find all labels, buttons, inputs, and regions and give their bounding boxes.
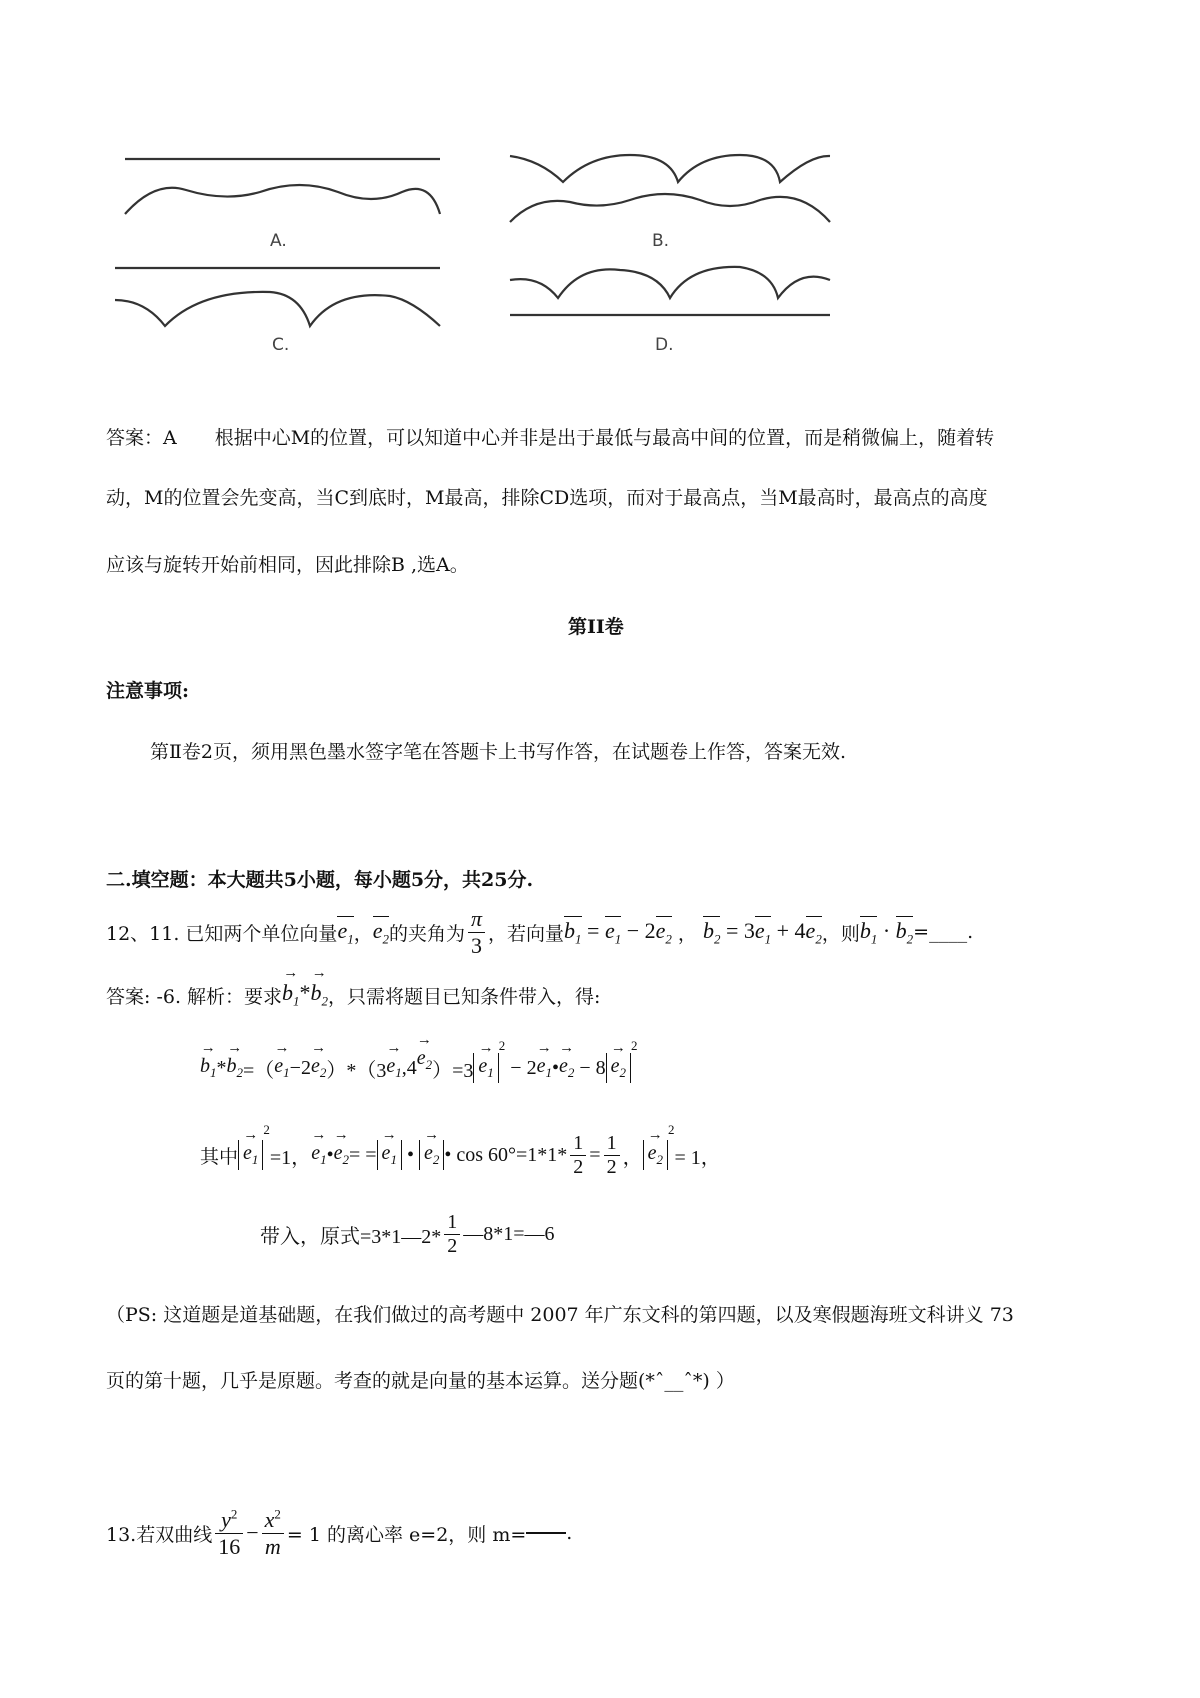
b1-dot-b2: $b_1 \cdot b_2$ (859, 918, 914, 947)
ps-note-line-2: 页的第十题，几乎是原题。考查的就是向量的基本运算。送分题(*ˆ__ˆ*) ） (106, 1370, 735, 1392)
q13-tail: . (566, 1522, 573, 1544)
substitution-prefix: 带入，原式=3*1—2* (260, 1225, 442, 1248)
q12-mid: 的夹角为 (388, 922, 465, 945)
option-b-top-wave (510, 155, 830, 182)
eq-eq: = = (348, 1143, 377, 1166)
section-title: 第II卷 (568, 616, 624, 638)
wave-options-figure (110, 150, 910, 390)
answer-12-suffix: ，只需将题目已知条件带入，得: (328, 986, 601, 1008)
ps-note-line-1: （PS: 这道题是道基础题，在我们做过的高考题中 2007 年广东文科的第四题，以及寒假题海班文科讲义 73 (106, 1304, 1014, 1326)
qizhong-equation: 其中 $e_1$ → 2 =1， $e_1$ → • $e_2$ → = = $e_1$ → • $e_2$ → • cos 60°=1*1* $\frac{1}{2}$ = $\frac{1}{2}$ ， $e_2$ → 2 = 1， (200, 1122, 721, 1178)
y-var: y (221, 1507, 231, 1533)
eq-half: = (589, 1143, 601, 1166)
b1-times-b2: $b_1$ → $*b_2$ → (282, 964, 329, 1008)
three-denominator: 3 (471, 932, 483, 958)
q13-mid: = 1 的离心率 e=2，则 m= (286, 1523, 527, 1546)
expansion-eq-mid: ）*（3 (326, 1059, 387, 1082)
eq-one-b: = 1， (674, 1146, 721, 1169)
answer-prev-line-3: 应该与旋转开始前相同，因此排除B ,选A。 (106, 554, 469, 576)
option-c-label: C. (272, 335, 290, 355)
substitution-line (260, 1205, 555, 1263)
half-fraction-3: $\frac{1}{2}$ (444, 1211, 460, 1258)
option-c-wave (115, 292, 440, 326)
expansion-eq-close: ）=3 (432, 1059, 474, 1082)
x-var: x (264, 1507, 275, 1533)
option-d-label: D. (655, 335, 674, 355)
q12-sep: ， (353, 922, 373, 945)
q13-answer-blank[interactable] (526, 1532, 566, 1534)
notice-text: 第Ⅱ卷2页，须用黑色墨水签字笔在答题卡上书写作答，在试题卷上作答，答案无效. (150, 741, 847, 763)
half-fraction-1: $\frac{1}{2}$ (570, 1132, 586, 1179)
question-13-line: 13.若双曲线 $\frac{y^2}{16}$ − $\frac{x^2}{m}$ = 1 的离心率 e=2，则 m= . (106, 1506, 573, 1559)
option-a-wave (125, 185, 440, 214)
eq-one-a: =1， (269, 1146, 312, 1169)
substitution-tail: —8*1=—6 (463, 1222, 555, 1245)
q12-sep2: ， (677, 922, 697, 945)
m-den: m (264, 1533, 281, 1559)
pi-over-3-fraction (468, 906, 485, 958)
y2-over-16-fraction: $\frac{y^2}{16}$ (215, 1507, 243, 1559)
answer-prev-line-2: 动，M的位置会先变高，当C到底时，M最高，排除CD选项，而对于最高点，当M最高时，最高点的高度 (106, 487, 988, 509)
sixteen-den: 16 (218, 1533, 241, 1559)
b1-definition: $b_1 = e_1 - 2e_2$ (564, 918, 672, 947)
option-b-bottom-wave (510, 194, 830, 222)
q12-end: ，则 (821, 922, 860, 945)
q12-cond: ，若向量 (488, 922, 565, 945)
answer-prev-line-1: 答案：A 根据中心M的位置，可以知道中心并非是出于最低与最高中间的位置，而是稍微偏上，随着转 (106, 427, 995, 449)
b2-definition: $b_2 = 3e_1 + 4e_2$ (702, 918, 822, 947)
option-d-wave (510, 267, 830, 298)
expansion-equation: $b_1$ → * $b_2$ → =（ $e_1$ → −2 $e_2$ → ）*（3 $e_1$ → ,4 $e_2$ → ）=3 $e_1$ → $^2$ − 2 $e_1$ → • $e_2$ → − 8 $e_2$ → $^2$ (200, 1032, 638, 1082)
notice-heading: 注意事项: (106, 680, 190, 702)
answer-12-prefix: 答案: -6. 解析：要求 (106, 986, 283, 1008)
vector-e1: $e_1$ (337, 918, 354, 947)
q12-tail: =____. (913, 921, 974, 943)
pi-symbol: π (468, 906, 485, 932)
qizhong-label: 其中 (200, 1146, 239, 1168)
answer-12-line (106, 965, 600, 1009)
cos60-text: • cos 60°=1*1* (444, 1143, 568, 1166)
q13-prefix: 13.若双曲线 (106, 1523, 213, 1546)
q12-prefix: 12、11. 已知两个单位向量 (106, 922, 338, 945)
comma-sep: ， (622, 1146, 643, 1169)
fill-in-heading: 二.填空题：本大题共5小题，每小题5分，共25分. (106, 869, 534, 891)
option-b-label: B. (652, 231, 670, 251)
x2-over-m-fraction: $\frac{x^2}{m}$ (262, 1507, 284, 1559)
question-12-line (106, 905, 973, 959)
half-fraction-2: $\frac{1}{2}$ (604, 1132, 620, 1179)
vector-e2: $e_2$ (372, 918, 389, 947)
expansion-eq-open: =（ (243, 1059, 275, 1082)
option-a-label: A. (270, 231, 287, 251)
